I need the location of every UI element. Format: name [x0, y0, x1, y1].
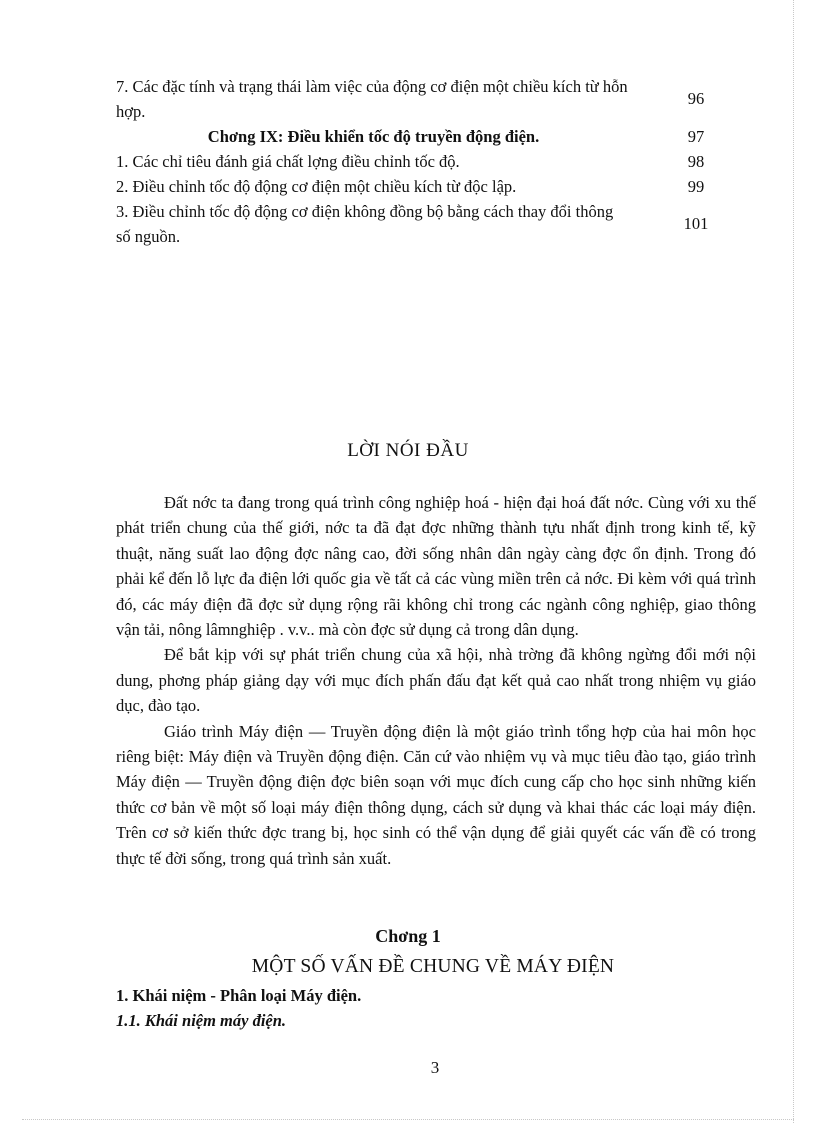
toc-entry-title: 7. Các đặc tính và trạng thái làm việc của động cơ điện một chiều kích từ hỗn hợp.	[116, 77, 628, 121]
toc-entry-page: 101	[683, 214, 709, 233]
page-number: 3	[430, 1058, 440, 1077]
chapter-label: Chơng 1	[375, 926, 441, 946]
toc-entry[interactable]	[116, 199, 736, 249]
preface-paragraph: Để bắt kịp với sự phát triển chung của xã hội, nhà trờng đã không ngừng đổi mới nội dung, phơng pháp giảng dạy với mục đích phấn đấu đạt kết quả cao nhất trong nhiệm vụ giáo dục, đào tạo.	[116, 645, 756, 716]
section-heading: 1. Khái niệm - Phân loại Máy điện.	[116, 986, 362, 1005]
chapter-title: MỘT SỐ VẤN ĐỀ CHUNG VỀ MÁY ĐIỆN	[251, 956, 615, 977]
toc-entry[interactable]	[116, 149, 736, 174]
toc-entry-title: 3. Điều chỉnh tốc độ động cơ điện không đồng bộ bằng cách thay đổi thông số nguồn.	[116, 202, 614, 246]
preface-paragraph: Đất nớc ta đang trong quá trình công nghiệp hoá - hiện đại hoá đất nớc. Cùng với xu thế phát triển chung của thế giới, nớc ta đã đạt đợc những thành tựu nhất định trong kinh tế, kỹ thuật, năng suất lao động đợc nâng cao, đời sống nhân dân ngày càng đợc ổn định. Trong đó phải kể đến lỗ lực đa điện lới quốc gia về tất cả các vùng miền trên cả nớc. Đi kèm với quá trình đó, các máy điện đã đợc sử dụng rộng rãi không chỉ trong các ngành công nghiệp, giao thông vận tải, nông lâmnghiệp . v.v.. mà còn đợc sử dụng cả trong dân dụng.	[116, 493, 756, 640]
page-border-right	[793, 0, 794, 1123]
toc-entry[interactable]	[116, 174, 736, 199]
toc-entry-page: 98	[687, 151, 705, 171]
preface-body	[116, 490, 756, 871]
toc-chapter-entry[interactable]	[116, 124, 736, 149]
page-border-bottom	[22, 1119, 794, 1120]
toc-entry-title: 1. Các chỉ tiêu đánh giá chất lợng điều chỉnh tốc độ.	[116, 152, 460, 171]
table-of-contents	[116, 74, 736, 249]
toc-entry-page: 99	[687, 176, 705, 196]
toc-entry[interactable]	[116, 74, 736, 124]
toc-entry-title: 2. Điều chỉnh tốc độ động cơ điện một chiều kích từ độc lập.	[116, 177, 517, 196]
preface-title: LỜI NÓI ĐẦU	[347, 440, 469, 461]
toc-entry-page: 96	[687, 89, 705, 108]
toc-entry-title: Chơng IX: Điều khiển tốc độ truyền động điện.	[207, 127, 540, 146]
subsection-heading: 1.1. Khái niệm máy điện.	[116, 1011, 287, 1030]
toc-entry-page: 97	[687, 126, 705, 146]
preface-paragraph: Giáo trình Máy điện — Truyền động điện là một giáo trình tổng hợp của hai môn học riêng biệt: Máy điện và Truyền động điện. Căn cứ vào nhiệm vụ và mục tiêu đào tạo, giáo trình Máy điện — Truyền động điện đợc biên soạn với mục đích cung cấp cho học sinh những kiến thức cơ bản về một số loại máy điện thông dụng, cách sử dụng và khai thác các loại máy điện. Trên cơ sở kiến thức đợc trang bị, học sinh có thể vận dụng để giải quyết các vấn đề có trong thực tế đời sống, trong quá trình sản xuất.	[116, 721, 756, 868]
